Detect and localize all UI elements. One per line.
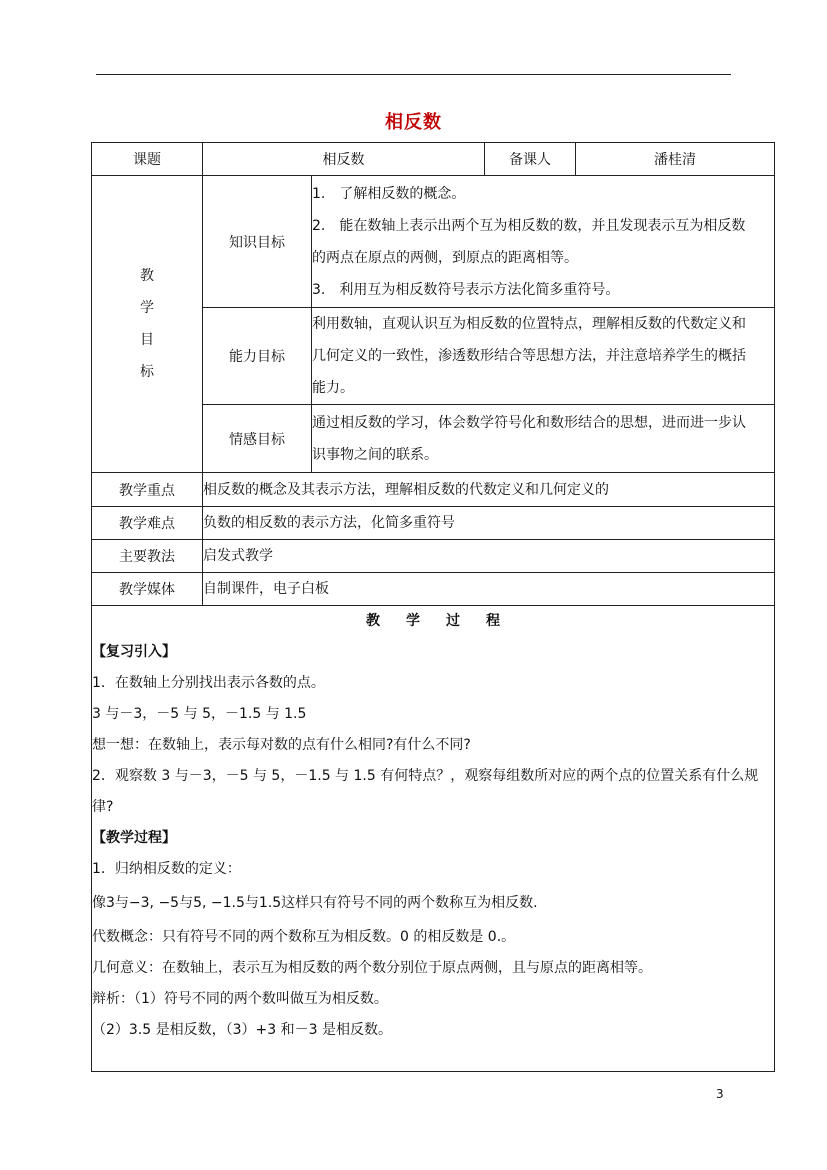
review-line: 1．在数轴上分别找出表示各数的点。 — [92, 675, 325, 691]
process-heading: 【教学过程】 — [92, 830, 176, 846]
key-point-value: 相反数的概念及其表示方法，理解相反数的代数定义和几何定义的 — [203, 473, 775, 507]
goal-char: 标 — [140, 364, 154, 380]
goal-line: 识事物之间的联系。 — [312, 446, 438, 463]
goal-line: 几何定义的一致性，渗透数形结合等思想方法，并注意培养学生的概括 — [312, 348, 746, 364]
process-line: 1．归纳相反数的定义： — [92, 861, 241, 877]
document-title: 相反数 — [385, 112, 442, 133]
topic-label: 课题 — [92, 143, 203, 176]
difficulty-label: 教学难点 — [92, 507, 203, 540]
emotion-goal-text — [312, 405, 775, 473]
header-rule — [96, 74, 731, 75]
difficulty-value: 负数的相反数的表示方法，化简多重符号 — [203, 507, 775, 540]
teaching-goals-label — [92, 176, 203, 473]
process-line: （2）3.5 是相反数，（3）+3 和－3 是相反数。 — [92, 1022, 392, 1038]
review-line: 律? — [92, 799, 114, 815]
media-value: 自制课件，电子白板 — [203, 573, 775, 606]
goal-char: 目 — [140, 332, 154, 348]
knowledge-goal-label: 知识目标 — [203, 176, 312, 308]
knowledge-goal-text — [312, 176, 775, 308]
lesson-plan-table — [91, 142, 775, 1072]
review-line: 3 与－3，－5 与 5，－1.5 与 1.5 — [92, 706, 307, 722]
review-line: 2．观察数 3 与－3，－5 与 5，－1.5 与 1.5 有何特点？，观察每组数所对应的两个点的位置关系有什么规 — [92, 768, 759, 784]
process-line: 代数概念：只有符号不同的两个数称互为相反数。0 的相反数是 0.。 — [92, 929, 516, 945]
preparer-label: 备课人 — [485, 143, 576, 176]
difficulty-row — [92, 507, 775, 540]
review-heading: 【复习引入】 — [92, 644, 176, 660]
teaching-process-cell — [92, 606, 775, 1072]
media-row — [92, 573, 775, 606]
goal-line: 2. 能在数轴上表示出两个互为相反数的数，并且发现表示互为相反数 — [312, 217, 746, 234]
ability-goal-text — [312, 308, 775, 405]
method-label: 主要教法 — [92, 540, 203, 573]
teaching-process-row — [92, 606, 775, 1072]
goal-line: 1. 了解相反数的概念。 — [312, 185, 466, 202]
process-title: 教学过程 — [366, 613, 526, 629]
preparer-value: 潘桂清 — [576, 143, 775, 176]
topic-value: 相反数 — [203, 143, 485, 176]
page-number: 3 — [716, 1087, 724, 1101]
goal-char: 学 — [140, 300, 154, 316]
key-point-row — [92, 473, 775, 507]
process-line: 几何意义：在数轴上，表示互为相反数的两个数分别位于原点两侧，且与原点的距离相等。 — [92, 960, 652, 976]
goal-line: 能力。 — [312, 380, 354, 396]
goal-char: 教 — [140, 268, 154, 284]
method-row — [92, 540, 775, 573]
emotion-goal-label: 情感目标 — [203, 405, 312, 473]
key-point-label: 教学重点 — [92, 473, 203, 507]
ability-goal-label: 能力目标 — [203, 308, 312, 405]
method-value: 启发式教学 — [203, 540, 775, 573]
process-line: 辩析：（1）符号不同的两个数叫做互为相反数。 — [92, 991, 388, 1007]
process-line: 像3与−3, −5与5, −1.5与1.5这样只有符号不同的两个数称互为相反数. — [92, 895, 538, 911]
goal-line: 3. 利用互为相反数符号表示方法化简多重符号。 — [312, 281, 620, 298]
goal-line: 利用数轴，直观认识互为相反数的位置特点，理解相反数的代数定义和 — [312, 316, 746, 332]
goal-line: 的两点在原点的两侧，到原点的距离相等。 — [312, 249, 578, 266]
review-line: 想一想：在数轴上，表示每对数的点有什么相同?有什么不同? — [92, 737, 471, 753]
header-row — [92, 143, 775, 176]
goal-line: 通过相反数的学习，体会数学符号化和数形结合的思想，进而进一步认 — [312, 414, 746, 431]
media-label: 教学媒体 — [92, 573, 203, 606]
knowledge-goal-row — [92, 176, 775, 308]
